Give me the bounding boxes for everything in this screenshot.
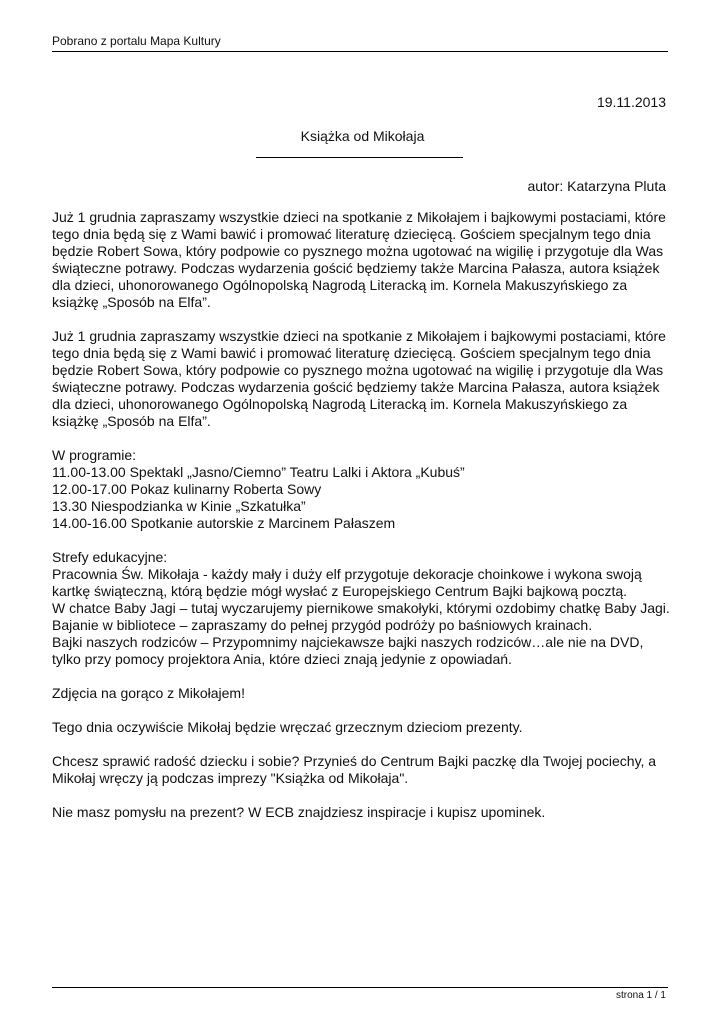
page-number: strona 1 / 1	[615, 990, 666, 1001]
zones-section	[52, 549, 672, 668]
program-section	[52, 447, 672, 532]
program-item: 12.00-17.00 Pokaz kulinarny Roberta Sowy	[52, 481, 322, 497]
intro-paragraph: Już 1 grudnia zapraszamy wszystkie dzieci na spotkanie z Mikołajem i bajkowymi postaciami, które tego dnia będą się z Wami bawić i promować literaturę dziecięcą. Gościem specjalnym tego dnia będzie Robert Sowa, który podpowie co pysznego można ugotować na wigilię i przygotuje dla Was świąteczne potrawy. Podczas wydarzenia gościć będziemy także Marcina Pałasza, autora książek dla dzieci, uhonorowanego Ogólnopolską Nagrodą Literacką im. Kornela Makuszyńskiego za książkę „Sposób na Elfa”.	[52, 209, 666, 310]
page-header-source: Pobrano z portalu Mapa Kultury	[52, 34, 221, 48]
photos-note: Zdjęcia na gorąco z Mikołajem!	[52, 685, 245, 701]
article-author: autor: Katarzyna Pluta	[527, 178, 666, 194]
article-title: Książka od Mikołaja	[300, 128, 425, 144]
intro-paragraph-repeat: Już 1 grudnia zapraszamy wszystkie dzieci na spotkanie z Mikołajem i bajkowymi postaciami, które tego dnia będą się z Wami bawić i promować literaturę dziecięcą. Gościem specjalnym tego dnia będzie Robert Sowa, który podpowie co pysznego można ugotować na wigilię i przygotuje dla Was świąteczne potrawy. Podczas wydarzenia gościć będziemy także Marcina Pałasza, autora książek dla dzieci, uhonorowanego Ogólnopolską Nagrodą Literacką im. Kornela Makuszyńskiego za książkę „Sposób na Elfa”.	[52, 328, 666, 429]
zone-item: Pracownia Św. Mikołaja - każdy mały i duży elf przygotuje dekoracje choinkowe i wykona swoją kartkę świąteczną, którą będzie mógł wysłać z Europejskiego Centrum Bajki bajkową pocztą.	[52, 566, 642, 599]
zone-item: Bajanie w bibliotece – zapraszamy do pełnej przygód podróży po baśniowych krainach.	[52, 617, 593, 633]
program-item: 13.30 Niespodzianka w Kinie „Szkatułka”	[52, 498, 306, 514]
article-date: 19.11.2013	[596, 94, 666, 110]
program-item: 14.00-16.00 Spotkanie autorskie z Marcinem Pałaszem	[52, 515, 396, 531]
zone-item: W chatce Baby Jagi – tutaj wyczarujemy piernikowe smakołyki, którymi ozdobimy chatkę Baby Jagi.	[52, 600, 670, 616]
zone-item: Bajki naszych rodziców – Przypomnimy najciekawsze bajki naszych rodziców…ale nie na DVD, tylko przy pomocy projektora Ania, które dzieci znają jedynie z opowiadań.	[52, 634, 644, 667]
program-heading: W programie:	[52, 447, 137, 463]
shop-note: Nie masz pomysłu na prezent? W ECB znajdziesz inspiracje i kupisz upominek.	[52, 804, 546, 820]
package-note: Chcesz sprawić radość dziecku i sobie? Przynieś do Centrum Bajki paczkę dla Twojej pociechy, a Mikołaj wręczy ją podczas imprezy "Książka od Mikołaja".	[52, 753, 657, 786]
program-item: 11.00-13.00 Spektakl „Jasno/Ciemno” Teatru Lalki i Aktora „Kubuś”	[52, 464, 465, 480]
article-body	[52, 209, 672, 838]
header-divider	[52, 51, 668, 52]
zones-heading: Strefy edukacyjne:	[52, 549, 168, 565]
footer-divider	[52, 987, 668, 988]
gifts-note: Tego dnia oczywiście Mikołaj będzie wręczać grzecznym dzieciom prezenty.	[52, 719, 523, 735]
title-underline	[256, 157, 463, 158]
